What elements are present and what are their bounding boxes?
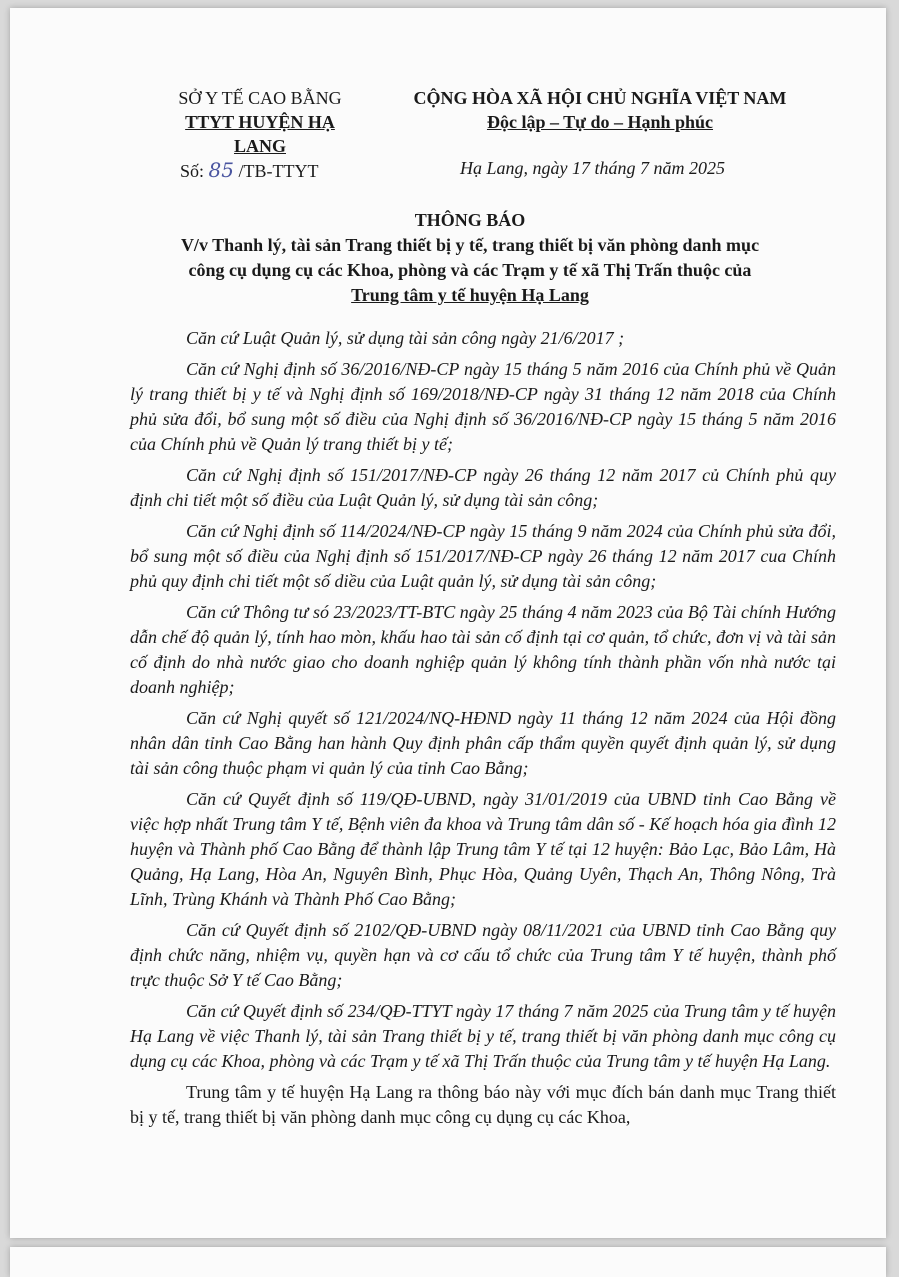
document-number: [180, 158, 318, 182]
legal-basis-paragraph: Căn cứ Quyết định số 119/QĐ-UBND, ngày 31/01/2019 của UBND tỉnh Cao Bằng về việc hợp nhất Trung tâm Y tế, Bệnh viên đa khoa và Trung tâm dân số - Kế hoạch hóa gia đình 12 huyện và Thành phố Cao Bằng để thành lập Trung tâm Y tế tại 12 huyện: Bảo Lạc, Bảo Lâm, Hà Quảng, Hạ Lang, Hòa An, Nguyên Bình, Phục Hòa, Quảng Uyên, Thạch An, Thông Nông, Trà Lĩnh, Trùng Khánh và Thành Phố Cao Bằng;: [130, 789, 836, 909]
document-body: [130, 326, 836, 1136]
next-page-edge: [10, 1247, 886, 1277]
legal-basis-paragraph: Căn cứ Nghị quyết số 121/2024/NQ-HĐND ngày 11 tháng 12 năm 2024 của Hội đồng nhân dân tỉnh Cao Bằng han hành Quy định phân cấp thẩm quyền quyết định quản lý, sử dụng tài sản công thuộc phạm vi quản lý của tỉnh Cao Bằng;: [130, 708, 836, 778]
national-motto: [395, 86, 805, 134]
title-block: [130, 208, 810, 308]
announcement-paragraph: Trung tâm y tế huyện Hạ Lang ra thông báo này với mục đích bán danh mục Trang thiết bị y tế, trang thiết bị văn phòng danh mục công cụ dụng cụ các Khoa,: [130, 1082, 836, 1127]
motto: Độc lập – Tự do – Hạnh phúc: [486, 112, 714, 132]
agency-name: TTYT HUYỆN HẠ LANG: [185, 112, 335, 156]
number-suffix: /TB-TTYT: [238, 161, 319, 181]
legal-basis-paragraph: Căn cứ Quyết định số 234/QĐ-TTYT ngày 17 tháng 7 năm 2025 của Trung tâm y tế huyện Hạ Lang về việc Thanh lý, tài sản Trang thiết bị y tế, trang thiết bị văn phòng danh mục công cụ dụng cụ các Khoa, phòng và các Trạm y tế xã Thị Trấn thuộc của Trung tâm y tế huyện Hạ Lang.: [130, 1001, 836, 1071]
number-prefix: Số:: [180, 161, 205, 181]
subject-line-3: Trung tâm y tế huyện Hạ Lang: [351, 285, 589, 305]
document-header: [10, 86, 886, 156]
date-line: Hạ Lang, ngày 17 tháng 7 năm 2025: [460, 158, 725, 178]
legal-basis-paragraph: Căn cứ Nghị định số 151/2017/NĐ-CP ngày 26 tháng 12 năm 2017 củ Chính phủ quy định chi tiết một số điều của Luật Quản lý, sử dụng tài sản công;: [130, 465, 836, 510]
legal-basis-paragraph: Căn cứ Luật Quản lý, sử dụng tài sản công ngày 21/6/2017 ;: [186, 328, 625, 348]
handwritten-number: 85: [208, 158, 234, 182]
subject-line-1: V/v Thanh lý, tài sản Trang thiết bị y tế, trang thiết bị văn phòng danh mục: [180, 235, 760, 255]
document-title: THÔNG BÁO: [414, 210, 526, 230]
subject-line-2: công cụ dụng cụ các Khoa, phòng và các Trạm y tế xã Thị Trấn thuộc của: [188, 260, 752, 280]
legal-basis-paragraph: Căn cứ Quyết định số 2102/QĐ-UBND ngày 08/11/2021 của UBND tỉnh Cao Bằng quy định chức năng, nhiệm vụ, quyền hạn và cơ cấu tổ chức của Trung tâm Y tế huyện, thành phố trực thuộc Sở Y tế Cao Bằng;: [130, 920, 836, 990]
legal-basis-paragraph: Căn cứ Nghị định số 36/2016/NĐ-CP ngày 15 tháng 5 năm 2016 của Chính phủ về Quản lý trang thiết bị y tế và Nghị định số 169/2018/NĐ-CP ngày 31 tháng 12 năm 2018 của Chính phủ sửa đổi, bổ sung một số điều của Nghị định số 36/2016/NĐ-CP ngày 15 tháng 5 năm 2016 của Chính phủ về Quản lý trang thiết bị y tế;: [130, 359, 836, 454]
issuing-agency: [160, 86, 360, 158]
country-name: CỘNG HÒA XÃ HỘI CHỦ NGHĨA VIỆT NAM: [413, 88, 787, 108]
legal-basis-paragraph: Căn cứ Thông tư só 23/2023/TT-BTC ngày 25 tháng 4 năm 2023 của Bộ Tài chính Hướng dẫn chế độ quản lý, tính hao mòn, khấu hao tài sản cố định tại cơ quản, tổ chức, đơn vị và tài sản cố định do nhà nước giao cho doanh nghiệp quản lý không tính thành phần vốn nhà nước tại doanh nghiệp;: [130, 602, 836, 697]
legal-basis-paragraph: Căn cứ Nghị định số 114/2024/NĐ-CP ngày 15 tháng 9 năm 2024 của Chính phủ sửa đổi, bổ sung một số điều của Nghị định số 151/2017/NĐ-CP ngày 26 tháng 12 năm 2017 cua Chính phủ quy định chi tiết một số diều của Luật quản lý, sử dụng tài sản công;: [130, 521, 836, 591]
document-page: [10, 8, 886, 1238]
parent-agency: SỞ Y TẾ CAO BẰNG: [178, 88, 342, 108]
